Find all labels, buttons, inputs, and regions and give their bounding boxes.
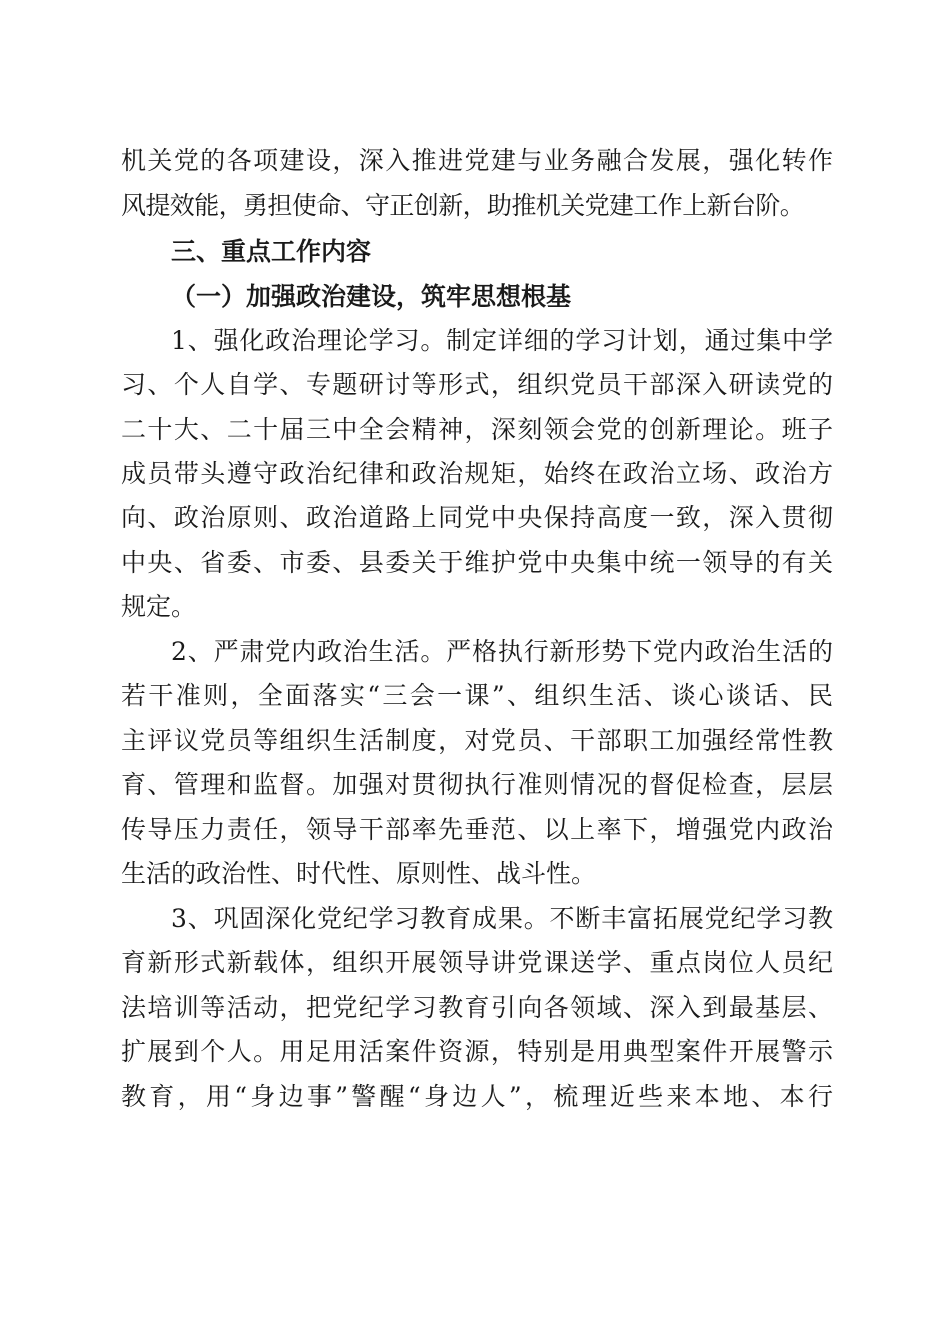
paragraph-line: 扩展到个人。用足用活案件资源，特别是用典型案件开展警示 bbox=[121, 1037, 833, 1066]
paragraph-line: 中央、省委、市委、县委关于维护党中央集中统一领导的有关 bbox=[121, 548, 833, 577]
paragraph-line: 成员带头遵守政治纪律和政治规矩，始终在政治立场、政治方 bbox=[121, 459, 833, 488]
paragraph-line: 机关党的各项建设，深入推进党建与业务融合发展，强化转作 bbox=[121, 146, 833, 175]
section-heading: 三、重点工作内容 bbox=[171, 237, 372, 266]
paragraph-line: 规定。 bbox=[121, 592, 197, 621]
paragraph-line: 育新形式新载体，组织开展领导讲党课送学、重点岗位人员纪 bbox=[121, 948, 833, 977]
paragraph-line: 教育，用“身边事”警醒“身边人”，梳理近些来本地、本行 bbox=[121, 1082, 833, 1111]
paragraph-line: 传导压力责任，领导干部率先垂范、以上率下，增强党内政治 bbox=[121, 815, 833, 844]
paragraph-line: 法培训等活动，把党纪学习教育引向各领域、深入到最基层、 bbox=[121, 993, 833, 1022]
subsection-heading: （一）加强政治建设，筑牢思想根基 bbox=[171, 282, 572, 311]
paragraph-line: 二十大、二十届三中全会精神，深刻领会党的创新理论。班子 bbox=[121, 415, 833, 444]
paragraph-line: 2、严肃党内政治生活。严格执行新形势下党内政治生活的 bbox=[171, 637, 833, 666]
paragraph-line: 风提效能，勇担使命、守正创新，助推机关党建工作上新台阶。 bbox=[121, 191, 805, 220]
paragraph-line: 主评议党员等组织生活制度，对党员、干部职工加强经常性教 bbox=[121, 726, 833, 755]
paragraph-line: 若干准则，全面落实“三会一课”、组织生活、谈心谈话、民 bbox=[121, 681, 833, 710]
paragraph-line: 习、个人自学、专题研讨等形式，组织党员干部深入研读党的 bbox=[121, 370, 833, 399]
paragraph-line: 3、巩固深化党纪学习教育成果。不断丰富拓展党纪学习教 bbox=[171, 904, 833, 933]
paragraph-line: 生活的政治性、时代性、原则性、战斗性。 bbox=[121, 859, 597, 888]
paragraph-line: 1、强化政治理论学习。制定详细的学习计划，通过集中学 bbox=[171, 326, 833, 355]
paragraph-line: 育、管理和监督。加强对贯彻执行准则情况的督促检查，层层 bbox=[121, 770, 833, 799]
paragraph-line: 向、政治原则、政治道路上同党中央保持高度一致，深入贯彻 bbox=[121, 503, 833, 532]
